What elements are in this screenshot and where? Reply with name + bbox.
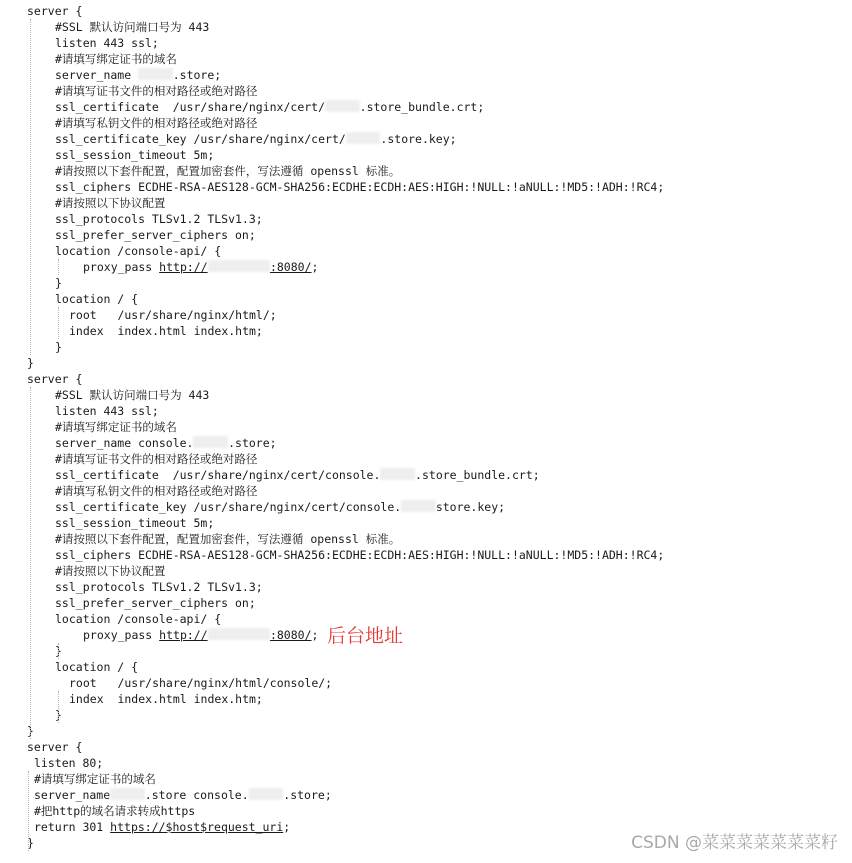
code-line <box>55 531 400 547</box>
code-line <box>55 115 257 131</box>
code-line <box>27 355 34 371</box>
code-line <box>55 595 256 611</box>
code-line <box>55 35 159 51</box>
code-text: return 301 <box>34 820 111 834</box>
code-line <box>34 819 290 835</box>
redacted-text <box>249 788 284 800</box>
indent-guide <box>58 691 59 723</box>
code-text: .store.key; <box>380 132 457 146</box>
code-text: proxy_pass <box>83 628 160 642</box>
indent-guide <box>58 307 59 339</box>
code-text: server { <box>27 372 83 386</box>
code-line <box>55 435 277 451</box>
code-line <box>55 467 540 483</box>
code-text: listen 443 ssl; <box>55 36 159 50</box>
code-line <box>34 755 103 771</box>
code-text: proxy_pass <box>83 260 160 274</box>
code-line <box>69 323 263 339</box>
code-line <box>69 691 263 707</box>
code-line <box>55 67 221 83</box>
code-line <box>27 739 82 755</box>
code-text: #请填写绑定证书的域名 <box>34 772 156 786</box>
code-text: } <box>55 644 62 658</box>
code-text: .store_bundle.crt; <box>359 100 485 114</box>
code-line <box>83 259 318 275</box>
code-line <box>55 419 177 435</box>
code-text: server_name <box>34 788 111 802</box>
code-line <box>55 179 664 195</box>
code-text: } <box>55 708 62 722</box>
code-text: ssl_session_timeout 5m; <box>55 148 215 162</box>
code-line <box>69 307 277 323</box>
code-text: listen 443 ssl; <box>55 404 159 418</box>
code-text: ssl_protocols TLSv1.2 TLSv1.3; <box>55 580 263 594</box>
code-line <box>55 19 209 35</box>
code-link[interactable]: http:// <box>159 260 208 274</box>
code-text: server { <box>27 4 83 18</box>
code-text: index index.html index.htm; <box>69 692 263 706</box>
code-text: .store; <box>172 68 222 82</box>
code-line <box>55 339 62 355</box>
code-text: #请填写绑定证书的域名 <box>55 420 177 434</box>
code-link[interactable]: :8080/ <box>269 628 312 642</box>
indent-guide <box>58 259 59 275</box>
code-line <box>55 291 138 307</box>
redacted-text <box>193 436 228 448</box>
code-line <box>55 547 664 563</box>
code-text: location / { <box>55 292 139 306</box>
code-text: server { <box>27 740 83 754</box>
code-text: } <box>27 356 34 370</box>
code-text: ssl_certificate /usr/share/nginx/cert/ <box>55 100 326 114</box>
code-text: server_name <box>55 68 139 82</box>
code-line <box>55 131 457 147</box>
code-line <box>55 659 138 675</box>
code-text: ; <box>311 260 319 274</box>
code-text: ssl_certificate /usr/share/nginx/cert/console. <box>55 468 381 482</box>
code-text: #请按照以下协议配置 <box>55 564 166 578</box>
code-line <box>55 275 62 291</box>
code-text: .store console. <box>144 788 249 802</box>
code-line <box>55 579 263 595</box>
redacted-text <box>346 132 381 144</box>
code-text: #请填写私钥文件的相对路径或绝对路径 <box>55 116 258 130</box>
code-text: ssl_certificate_key /usr/share/nginx/cert/console. <box>55 500 402 514</box>
redacted-text <box>110 788 145 800</box>
redacted-text <box>138 68 173 80</box>
code-text: } <box>55 340 62 354</box>
code-link[interactable]: https://$host$request_uri <box>110 820 284 834</box>
code-line <box>34 787 332 803</box>
indent-guide <box>30 387 31 739</box>
code-text: #把http的域名请求转成https <box>34 804 196 818</box>
code-line <box>55 499 505 515</box>
code-text: #请按照以下协议配置 <box>55 196 166 210</box>
code-text: #请填写绑定证书的域名 <box>55 52 177 66</box>
code-text: root /usr/share/nginx/html/; <box>69 308 277 322</box>
code-line <box>55 515 214 531</box>
code-text: #请按照以下套件配置，配置加密套件，写法遵循 openssl 标准。 <box>55 164 401 178</box>
code-text: root /usr/share/nginx/html/console/; <box>69 676 333 690</box>
code-text: ; <box>283 820 291 834</box>
redacted-text <box>401 500 436 512</box>
code-line <box>83 627 318 643</box>
code-text: #SSL 默认访问端口号为 443 <box>55 20 210 34</box>
code-text: ; <box>311 628 319 642</box>
csdn-watermark: CSDN @菜菜菜菜菜菜菜籽 <box>631 833 838 853</box>
code-line <box>55 403 159 419</box>
code-text: } <box>27 724 34 738</box>
code-text: #请填写证书文件的相对路径或绝对路径 <box>55 452 258 466</box>
indent-guide <box>28 771 29 851</box>
code-text: location /console-api/ { <box>55 244 222 258</box>
redacted-text <box>208 628 270 640</box>
code-line <box>27 371 82 387</box>
code-line <box>55 227 256 243</box>
code-text: } <box>27 836 34 850</box>
code-line <box>55 211 263 227</box>
code-text: ssl_prefer_server_ciphers on; <box>55 596 256 610</box>
code-line <box>27 3 82 19</box>
code-line <box>69 675 332 691</box>
code-line <box>55 51 177 67</box>
code-text: ssl_protocols TLSv1.2 TLSv1.3; <box>55 212 263 226</box>
code-line <box>55 483 257 499</box>
code-line <box>55 83 257 99</box>
code-line <box>55 163 400 179</box>
code-text: ssl_session_timeout 5m; <box>55 516 215 530</box>
code-text: .store_bundle.crt; <box>415 468 540 482</box>
code-link[interactable]: :8080/ <box>269 260 312 274</box>
code-text: #SSL 默认访问端口号为 443 <box>55 388 210 402</box>
indent-guide <box>58 643 59 659</box>
code-line <box>55 451 257 467</box>
indent-guide <box>30 19 31 355</box>
code-text: ssl_ciphers ECDHE-RSA-AES128-GCM-SHA256:ECDHE:ECDH:AES:HIGH:!NULL:!aNULL:!MD5:!ADH:!RC4; <box>55 548 665 562</box>
code-line <box>34 771 156 787</box>
code-text: .store; <box>283 788 332 802</box>
code-text: #请填写证书文件的相对路径或绝对路径 <box>55 84 258 98</box>
redacted-text <box>380 468 415 480</box>
code-text: store.key; <box>435 500 506 514</box>
code-text: listen 80; <box>34 756 104 770</box>
code-line <box>55 99 484 115</box>
code-text: server_name console. <box>55 436 194 450</box>
code-line <box>55 387 209 403</box>
code-line <box>55 195 165 211</box>
redacted-text <box>325 100 360 112</box>
code-line <box>55 243 221 259</box>
code-text: .store; <box>228 436 277 450</box>
code-line <box>34 803 195 819</box>
code-text: ssl_certificate_key /usr/share/nginx/cert/ <box>55 132 346 146</box>
code-text: location / { <box>55 660 139 674</box>
code-text: ssl_ciphers ECDHE-RSA-AES128-GCM-SHA256:ECDHE:ECDH:AES:HIGH:!NULL:!aNULL:!MD5:!ADH:!RC4; <box>55 180 665 194</box>
code-text: ssl_prefer_server_ciphers on; <box>55 228 256 242</box>
code-text: } <box>55 276 62 290</box>
code-text: location /console-api/ { <box>55 612 222 626</box>
code-line <box>55 563 165 579</box>
annotation-backend-address: 后台地址 <box>327 625 404 647</box>
code-text: index index.html index.htm; <box>69 324 263 338</box>
code-line <box>55 147 214 163</box>
code-link[interactable]: http:// <box>159 628 208 642</box>
redacted-text <box>208 260 270 272</box>
code-text: #请填写私钥文件的相对路径或绝对路径 <box>55 484 258 498</box>
code-text: #请按照以下套件配置，配置加密套件，写法遵循 openssl 标准。 <box>55 532 401 546</box>
code-line <box>55 611 221 627</box>
